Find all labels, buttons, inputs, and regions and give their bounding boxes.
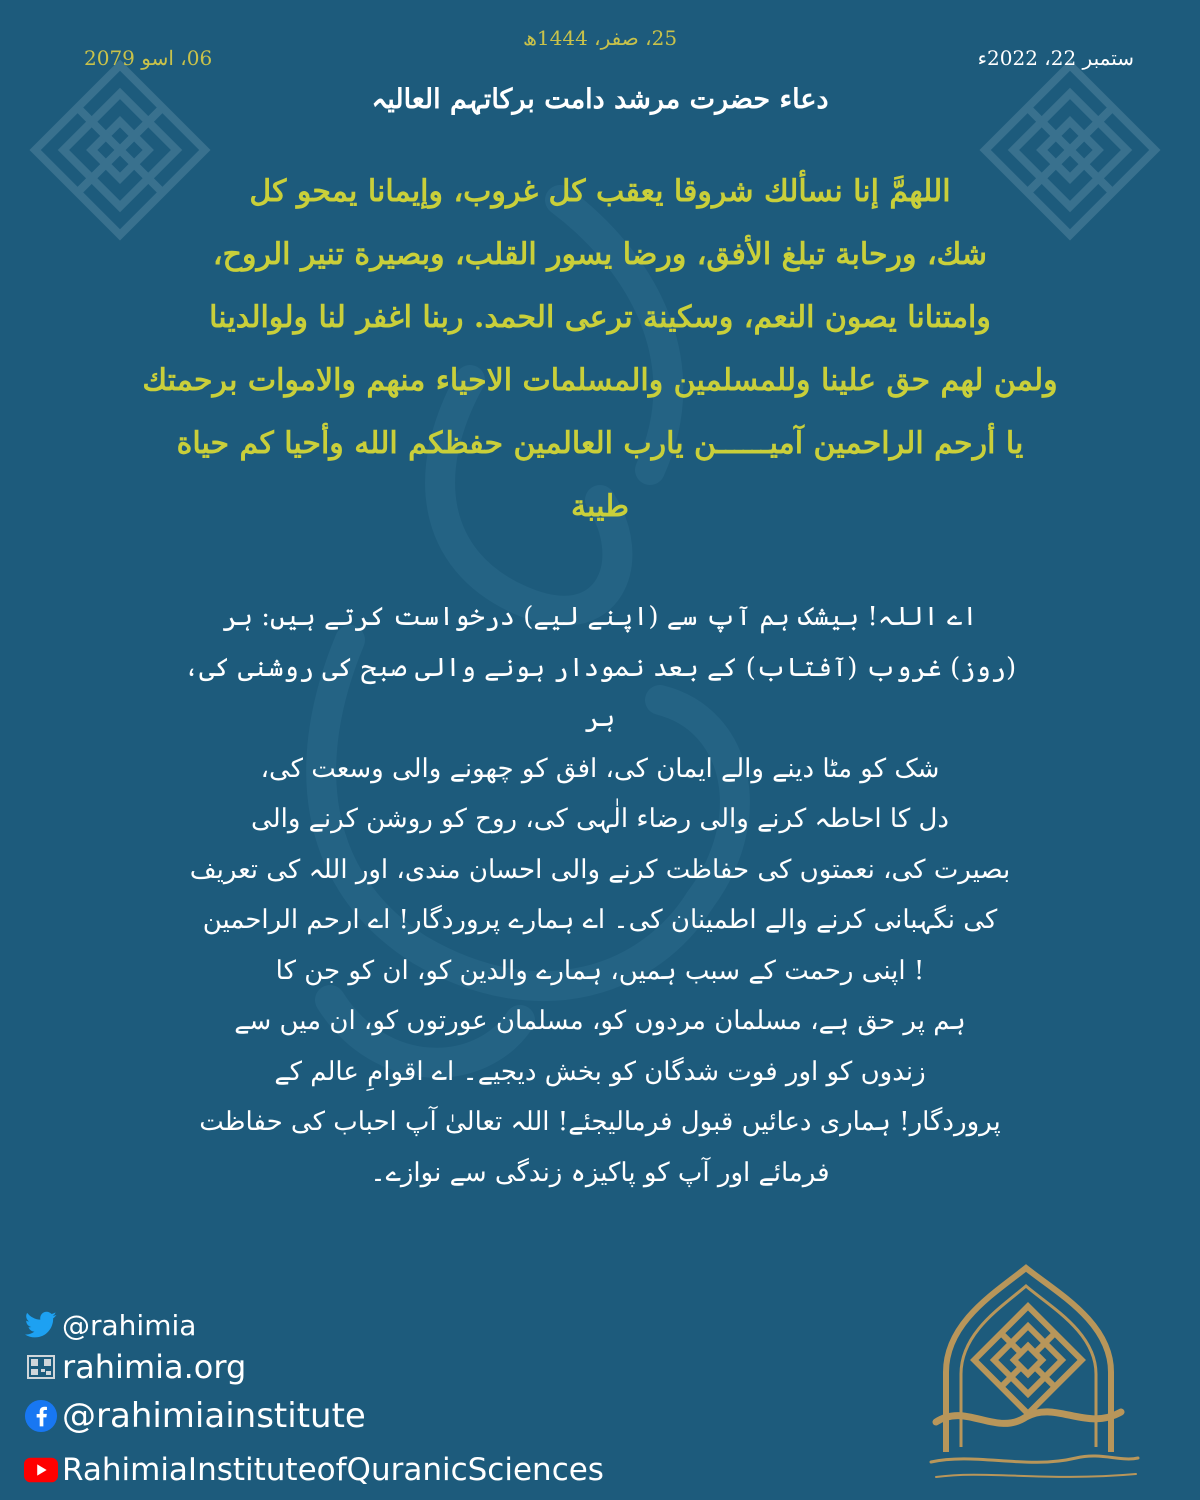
urdu-line: ہم پر حق ہے، مسلمان مردوں کو، مسلمان عورتوں کو، ان میں سے [234,1006,966,1036]
qr-code-icon [24,1350,58,1384]
date-bar [0,22,1200,92]
youtube-channel: RahimiaInstituteofQuranicSciences [62,1452,604,1488]
urdu-translation [180,592,1020,1198]
urdu-line: شک کو مٹا دینے والے ایمان کی، افق کو چھونے والی وسعت کی، [260,753,940,784]
arabic-line: شك، ورحابة تبلغ الأفق، ورضا يسور القلب، وبصيرة تنير الروح، [212,237,988,272]
urdu-line: اے اللہ! بیشک ہم آپ سے (اپنے لیے) درخواست کرتے ہیں: ہر [222,602,978,632]
urdu-line: دل کا احاطہ کرنے والی رضاء الٰہی کی، روح کو روشن کرنے والی [251,804,949,834]
date-bikrami: 06، اسو 2079 [84,46,213,70]
urdu-line: (روز) غروب (آفتاب) کے بعد نمودار ہونے والی صبح کی روشنی کی، ہر [183,652,1017,733]
twitter-handle: @rahimia [62,1308,197,1342]
arabic-line: طيبة [570,489,630,524]
website-url: rahimia.org [62,1348,247,1386]
urdu-line: بصیرت کی، نعمتوں کی حفاظت کرنے والی احسان مندی، اور اللہ کی تعریف [189,854,1011,885]
arabic-line: يا أرحم الراحمين آميــــــن يارب العالمين حفظكم الله وأحيا كم حياة [176,426,1024,461]
facebook-link[interactable] [24,1389,664,1443]
twitter-icon [24,1308,58,1342]
arabic-line: ولمن لهم حق علينا وللمسلمين والمسلمات الاحياء منهم والاموات برحمتك [142,363,1058,398]
website-link[interactable] [24,1345,664,1389]
urdu-line: پروردگار! ہماری دعائیں قبول فرمالیجئے! اللہ تعالیٰ آپ احباب کی حفاظت [199,1107,1001,1137]
facebook-icon [24,1399,58,1433]
date-gregorian: ستمبر 22، 2022ء [977,46,1134,70]
urdu-line: ! اپنی رحمت کے سبب ہمیں، ہمارے والدین کو، ان کو جن کا [275,955,925,986]
arabic-line: اللهمَّ إنا نسألك شروقا يعقب كل غروب، وإيمانا يمحو كل [249,174,951,209]
urdu-line: زندوں کو اور فوت شدگان کو بخش دیجیے۔ اے اقوامِ عالم کے [274,1056,926,1087]
social-links [24,1305,664,1497]
youtube-icon [24,1453,58,1487]
youtube-link[interactable] [24,1443,664,1497]
arabic-dua [90,160,1110,538]
date-hijri: 25، صفر، 1444ھ [522,26,678,50]
rahimia-logo [906,1262,1156,1490]
urdu-line: فرمائے اور آپ کو پاکیزہ زندگی سے نوازے۔ [370,1157,830,1188]
urdu-line: کی نگہبانی کرنے والے اطمینان کی۔ اے ہمارے پروردگار! اے ارحم الراحمین [202,905,998,935]
arabic-line: وامتنانا يصون النعم، وسكينة ترعى الحمد. ربنا اغفر لنا ولوالدينا [209,300,991,335]
twitter-link[interactable] [24,1305,664,1345]
facebook-handle: @rahimiainstitute [62,1396,366,1436]
page-title: دعاء حضرت مرشد دامت برکاتہم العالیہ [371,84,829,115]
